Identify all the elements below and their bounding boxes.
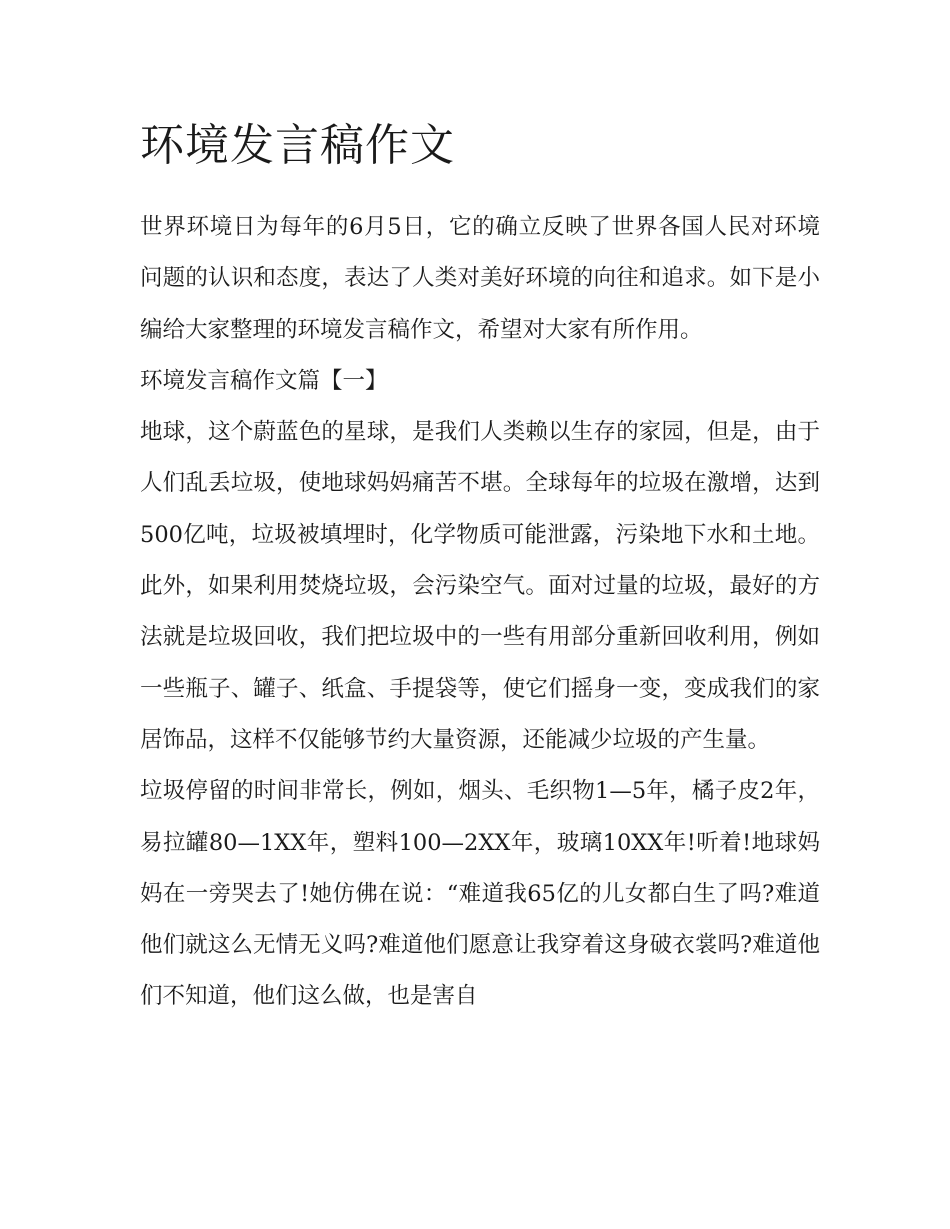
document-page <box>140 112 820 1023</box>
intro-paragraph: 世界环境日为每年的6月5日，它的确立反映了世界各国人民对环境问题的认识和态度，表达了人类对美好环境的向往和追求。如下是小编给大家整理的环境发言稿作文，希望对大家有所作用。 <box>140 214 820 343</box>
document-title: 环境发言稿作文 <box>140 120 455 171</box>
section-heading: 环境发言稿作文篇【一】 <box>140 367 388 394</box>
body-paragraph-earth: 地球，这个蔚蓝色的星球，是我们人类赖以生存的家园，但是，由于人们乱丢垃圾，使地球妈妈痛苦不堪。全球每年的垃圾在激增，达到500亿吨，垃圾被填埋时，化学物质可能泄露，污染地下水和土地。此外，如果利用焚烧垃圾，会污染空气。面对过量的垃圾，最好的方法就是垃圾回收，我们把垃圾中的一些有用部分重新回收利用，例如一些瓶子、罐子、纸盒、手提袋等，使它们摇身一变，变成我们的家居饰品，这样不仅能够节约大量资源，还能减少垃圾的产生量。 <box>140 419 820 753</box>
body-paragraph-garbage: 垃圾停留的时间非常长，例如，烟头、毛织物1—5年，橘子皮2年，易拉罐80—1XX年，塑料100—2XX年，玻璃10XX年!听着!地球妈妈在一旁哭去了!她仿佛在说：“难道我65亿的儿女都白生了吗?难道他们就这么无情无义吗?难道他们愿意让我穿着这身破衣裳吗?难道他们不知道，他们这么做，也是害自 <box>140 778 820 1010</box>
